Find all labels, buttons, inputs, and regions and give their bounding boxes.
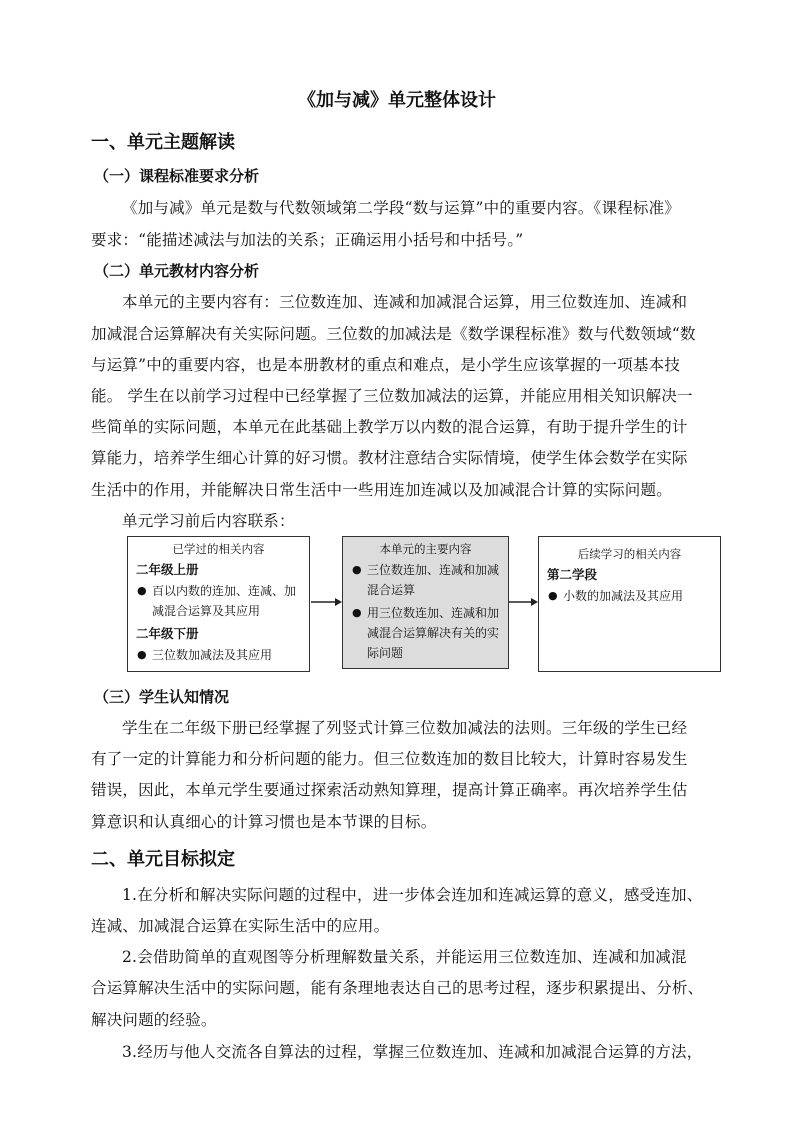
item-text: 百以内数的连加、连减、加减混合运算及其应用 [152, 584, 297, 618]
grade-label: 二年级下册 [136, 626, 199, 641]
prior-content-heading: 已学过的相关内容 [172, 542, 265, 556]
bullet-icon: ● [352, 563, 362, 576]
paragraph-line: 3.经历与他人交流各自算法的过程，掌握三位数连加、连减和加减混合运算的方法， [122, 1043, 703, 1061]
grade-label: 第二学段 [547, 567, 598, 582]
document-title: 《加与减》单元整体设计 [298, 90, 496, 111]
subsection-heading-3: （三）学生认知情况 [94, 688, 230, 706]
paragraph-line: 合运算解决生活中的实际问题，能有条理地表达自己的思考过程，逐步积累提出、分析、 [91, 979, 704, 997]
paragraph-line: 与运算”中的重要内容，也是本册教材的重点和难点，是小学生应该掌握的一项基本技 [91, 356, 681, 374]
item-text: 三位数连加、连减和加减混合运算 [367, 563, 500, 597]
current-content-box [342, 536, 509, 669]
paragraph-line: 1.在分析和解决实际问题的过程中，进一步体会连加和连减运算的意义，感受连加、 [122, 886, 703, 904]
paragraph-line: 本单元的主要内容有：三位数连加、连减和加减混合运算，用三位数连加、连减和 [122, 293, 688, 311]
content-relation-diagram [127, 536, 722, 672]
bullet-icon: ● [137, 584, 147, 597]
paragraph-line: 单元学习前后内容联系： [122, 512, 295, 530]
section-heading-2: 二、单元目标拟定 [91, 849, 235, 870]
subsection-heading-1: （一）课程标准要求分析 [94, 167, 260, 185]
paragraph-line: 有了一定的计算能力和分析问题的能力。但三位数连加的数目比较大，计算时容易发生 [91, 750, 688, 768]
section-heading-1: 一、单元主题解读 [91, 132, 235, 153]
arrow-right-icon [509, 596, 538, 608]
paragraph-line: 错误，因此，本单元学生要通过探索活动熟知算理，提高计算正确率。再次培养学生估 [91, 781, 688, 799]
paragraph-line: 学生在二年级下册已经掌握了列竖式计算三位数加减法的法则。三年级的学生已经 [122, 719, 688, 737]
item-text: 小数的加减法及其应用 [563, 589, 684, 603]
paragraph-line: 加减混合运算解决有关实际问题。三位数的加减法是《数学课程标准》数与代数领域“数 [91, 325, 696, 343]
paragraph-line: 算能力，培养学生细心计算的好习惯。教材注意结合实际情境，使学生体会数学在实际 [91, 449, 688, 467]
list-item [539, 586, 714, 606]
prior-content-box [127, 536, 310, 672]
bullet-icon: ● [352, 606, 362, 619]
bullet-icon: ● [137, 648, 147, 661]
list-item [128, 645, 303, 665]
grade-label: 二年级上册 [136, 562, 199, 577]
list-item [343, 560, 502, 600]
paragraph-line: 解决问题的经验。 [91, 1011, 217, 1029]
item-text: 三位数加减法及其应用 [152, 648, 273, 662]
subsection-heading-2: （二）单元教材内容分析 [94, 262, 260, 280]
paragraph-line: 《加与减》单元是数与代数领域第二学段“数与运算”中的重要内容。《课程标准》 [122, 199, 681, 217]
paragraph-line: 要求：“能描述减法与加法的关系；正确运用小括号和中括号。” [91, 231, 524, 249]
item-text: 用三位数连加、连减和加减混合运算解决有关的实际问题 [367, 606, 500, 660]
list-item [343, 603, 502, 663]
current-content-heading: 本单元的主要内容 [379, 542, 472, 556]
arrow-right-icon [311, 596, 342, 608]
paragraph-line: 生活中的作用，并能解决日常生活中一些用连加连减以及加减混合计算的实际问题。 [91, 481, 672, 499]
paragraph-line: 连减、加减混合运算在实际生活中的应用。 [91, 917, 390, 935]
list-item [128, 581, 303, 621]
paragraph-line: 2.会借助简单的直观图等分析理解数量关系，并能运用三位数连加、连减和加减混 [122, 948, 687, 966]
next-content-box [538, 536, 721, 672]
paragraph-line: 些简单的实际问题，本单元在此基础上教学万以内数的混合运算，有助于提升学生的计 [91, 418, 688, 436]
bullet-icon: ● [548, 589, 558, 602]
paragraph-line: 算意识和认真细心的计算习惯也是本节课的目标。 [91, 813, 437, 831]
next-content-heading: 后续学习的相关内容 [577, 547, 682, 561]
paragraph-line: 能。 学生在以前学习过程中已经掌握了三位数加减法的运算，并能应用相关知识解决一 [91, 387, 693, 405]
